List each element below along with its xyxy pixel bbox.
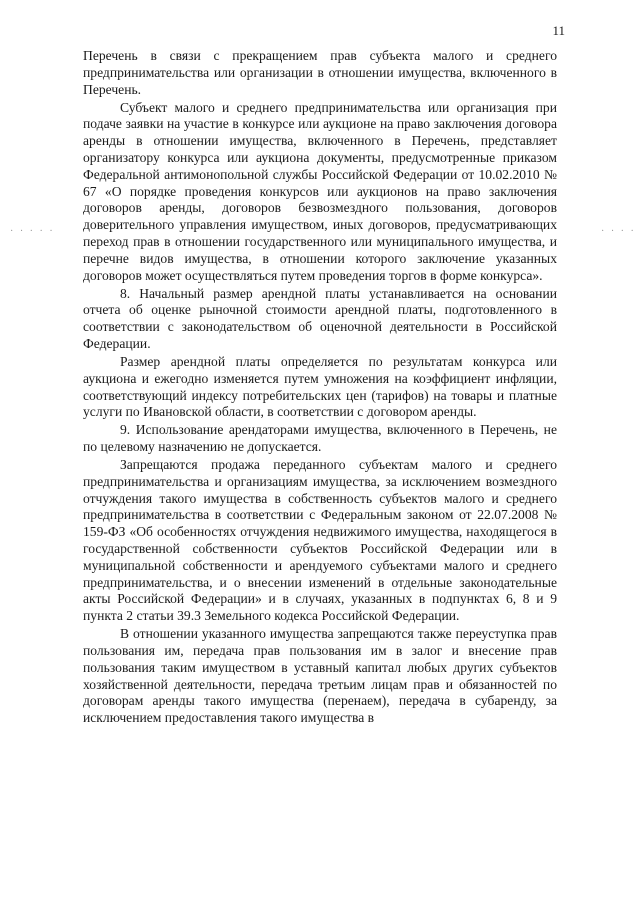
scan-artifact-left: · · · · · xyxy=(10,226,55,237)
page-number: 11 xyxy=(552,23,565,38)
scan-artifact-right: · · · · xyxy=(601,226,636,237)
paragraph-item-9: 9. Использование арендаторами имущества, включенного в Перечень, не по целевому назначению не допускается. xyxy=(83,422,557,455)
paragraph-subject-documents: Субъект малого и среднего предпринимательства или организация при подаче заявки на участие в конкурсе или аукционе на право заключения договора аренды в отношении имущества, включенного в Перечень, представляет организатору конкурса или аукциона документы, предусмотренные приказом Федеральной антимонопольной службы Российской Федерации от 10.02.2010 № 67 «О порядке проведения конкурсов или аукционов на право заключения договоров аренды, договоров безвозмездного пользования, договоров доверительного управления имуществом, иных договоров, предусматривающих переход прав в отношении государственного или муниципального имущества, и перечне видов имущества, в отношении которого заключение указанных договоров может осуществляться путем проведения торгов в форме конкурса». xyxy=(83,99,557,283)
paragraph-rent-amount: Размер арендной платы определяется по результатам конкурса или аукциона и ежегодно изменяется путем умножения на коэффициент инфляции, соответствующий индексу потребительских цен (тарифов) на товары и платные услуги по Ивановской области, в соответствии с договором аренды. xyxy=(83,353,557,420)
paragraph-assignment-prohibited: В отношении указанного имущества запрещаются также переуступка прав пользования им, передача прав пользования им в залог и внесение прав пользования таким имуществом в уставный капитал любых других субъектов хозяйственной деятельности, передача третьим лицам прав и обязанностей по договорам аренды такого имущества (перенаем), передача в субаренду, за исключением предоставления такого имущества в xyxy=(83,626,557,726)
document-body xyxy=(83,48,557,728)
paragraph-item-8: 8. Начальный размер арендной платы устанавливается на основании отчета об оценке рыночной стоимости арендной платы, подготовленного в соответствии с законодательством об оценочной деятельности в Российской Федерации. xyxy=(83,285,557,351)
paragraph-continuation: Перечень в связи с прекращением прав субъекта малого и среднего предпринимательства или организации в отношении имущества, включенного в Перечень. xyxy=(83,48,557,97)
paragraph-sale-prohibited: Запрещаются продажа переданного субъектам малого и среднего предпринимательства и организациям имущества, за исключением возмездного отчуждения такого имущества в собственность субъектов малого и среднего предпринимательства в соответствии с Федеральным законом от 22.07.2008 № 159-ФЗ «Об особенностях отчуждения недвижимого имущества, находящегося в государственной собственности субъектов Российской Федерации или в муниципальной собственности и арендуемого субъектами малого и среднего предпринимательства, и о внесении изменений в отдельные законодательные акты Российской Федерации» и в случаях, указанных в подпунктах 6, 8 и 9 пункта 2 статьи 39.3 Земельного кодекса Российской Федерации. xyxy=(83,457,557,624)
